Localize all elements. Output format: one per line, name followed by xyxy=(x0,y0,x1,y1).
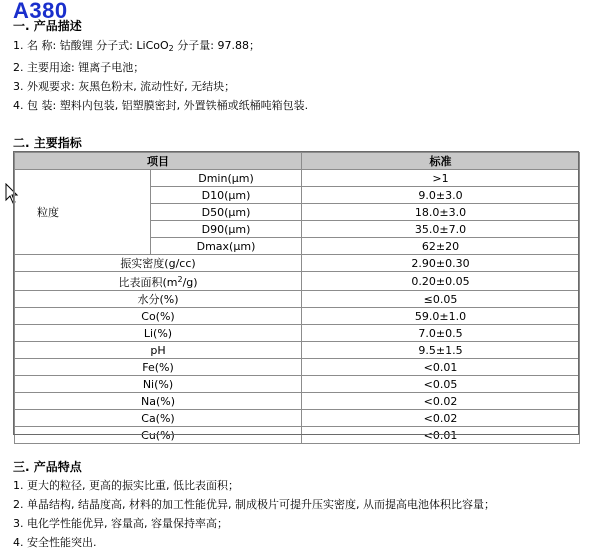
table-row xyxy=(15,272,580,291)
desc-line-usage: 2. 主要用途: 锂离子电池； xyxy=(13,61,145,74)
table-row xyxy=(15,376,580,393)
surface-area-pre: 比表面积(m xyxy=(118,276,178,289)
param-name-surface-area xyxy=(15,272,302,291)
param-value: 59.0±1.0 xyxy=(302,308,580,325)
param-value: <0.01 xyxy=(302,427,580,444)
section-heading-description: 一. 产品描述 xyxy=(13,19,82,33)
table-row xyxy=(15,170,580,187)
param-value: 18.0±3.0 xyxy=(302,204,580,221)
particle-size-label: 粒度 xyxy=(15,170,151,255)
desc-line-appearance: 3. 外观要求: 灰黑色粉末, 流动性好, 无结块； xyxy=(13,80,236,93)
table-row xyxy=(15,308,580,325)
param-value: <0.05 xyxy=(302,376,580,393)
table-header-row xyxy=(15,153,580,170)
param-name: Dmin(μm) xyxy=(151,170,302,187)
param-value: 7.0±0.5 xyxy=(302,325,580,342)
section-heading-features: 三. 产品特点 xyxy=(13,460,82,474)
param-name: Dmax(μm) xyxy=(151,238,302,255)
param-value: <0.02 xyxy=(302,393,580,410)
table-row xyxy=(15,359,580,376)
table-row xyxy=(15,291,580,308)
param-value: 2.90±0.30 xyxy=(302,255,580,272)
feature-line: 2. 单晶结构, 结晶度高, 材料的加工性能优异, 制成极片可提升压实密度, 从而提高电池体积比容量； xyxy=(13,498,495,511)
param-value: 9.5±1.5 xyxy=(302,342,580,359)
param-name: Cu(%) xyxy=(15,427,302,444)
desc-line-name-tail: 分子量: 97.88； xyxy=(173,39,260,52)
table-row xyxy=(15,342,580,359)
surface-area-post: /g) xyxy=(182,276,198,289)
desc-line-packaging: 4. 包 装: 塑料内包装, 铝塑膜密封, 外置铁桶或纸桶吨箱包装. xyxy=(13,99,309,112)
param-value: <0.01 xyxy=(302,359,580,376)
table-row xyxy=(15,325,580,342)
header-standard: 标准 xyxy=(302,153,580,170)
param-name: Ca(%) xyxy=(15,410,302,427)
param-value: <0.02 xyxy=(302,410,580,427)
table-row xyxy=(15,427,580,444)
table-row xyxy=(15,255,580,272)
section-heading-specs: 二. 主要指标 xyxy=(13,136,82,150)
formula-subscript: 2 xyxy=(168,44,174,53)
param-name: pH xyxy=(15,342,302,359)
param-name: 振实密度(g/cc) xyxy=(15,255,302,272)
param-name: Fe(%) xyxy=(15,359,302,376)
header-item: 项目 xyxy=(15,153,302,170)
feature-line: 4. 安全性能突出. xyxy=(13,536,97,549)
param-value: 62±20 xyxy=(302,238,580,255)
param-value: 0.20±0.05 xyxy=(302,272,580,291)
desc-line-name xyxy=(13,39,260,56)
param-name: Li(%) xyxy=(15,325,302,342)
param-name: Na(%) xyxy=(15,393,302,410)
product-title: A380 xyxy=(13,0,68,23)
param-name: 水分(%) xyxy=(15,291,302,308)
param-value: 9.0±3.0 xyxy=(302,187,580,204)
surface-area-superscript: 2 xyxy=(177,275,183,284)
table-row xyxy=(15,393,580,410)
desc-line-name-text: 1. 名 称: 钴酸锂 分子式: LiCoO xyxy=(13,39,169,52)
param-value: >1 xyxy=(302,170,580,187)
spec-table xyxy=(14,152,580,444)
param-name: D50(μm) xyxy=(151,204,302,221)
param-name: D10(μm) xyxy=(151,187,302,204)
feature-line: 3. 电化学性能优异, 容量高, 容量保持率高； xyxy=(13,517,228,530)
param-value: 35.0±7.0 xyxy=(302,221,580,238)
param-value: ≤0.05 xyxy=(302,291,580,308)
param-name: Ni(%) xyxy=(15,376,302,393)
param-name: D90(μm) xyxy=(151,221,302,238)
feature-line: 1. 更大的粒径, 更高的振实比重, 低比表面积； xyxy=(13,479,239,492)
param-name: Co(%) xyxy=(15,308,302,325)
table-row xyxy=(15,410,580,427)
